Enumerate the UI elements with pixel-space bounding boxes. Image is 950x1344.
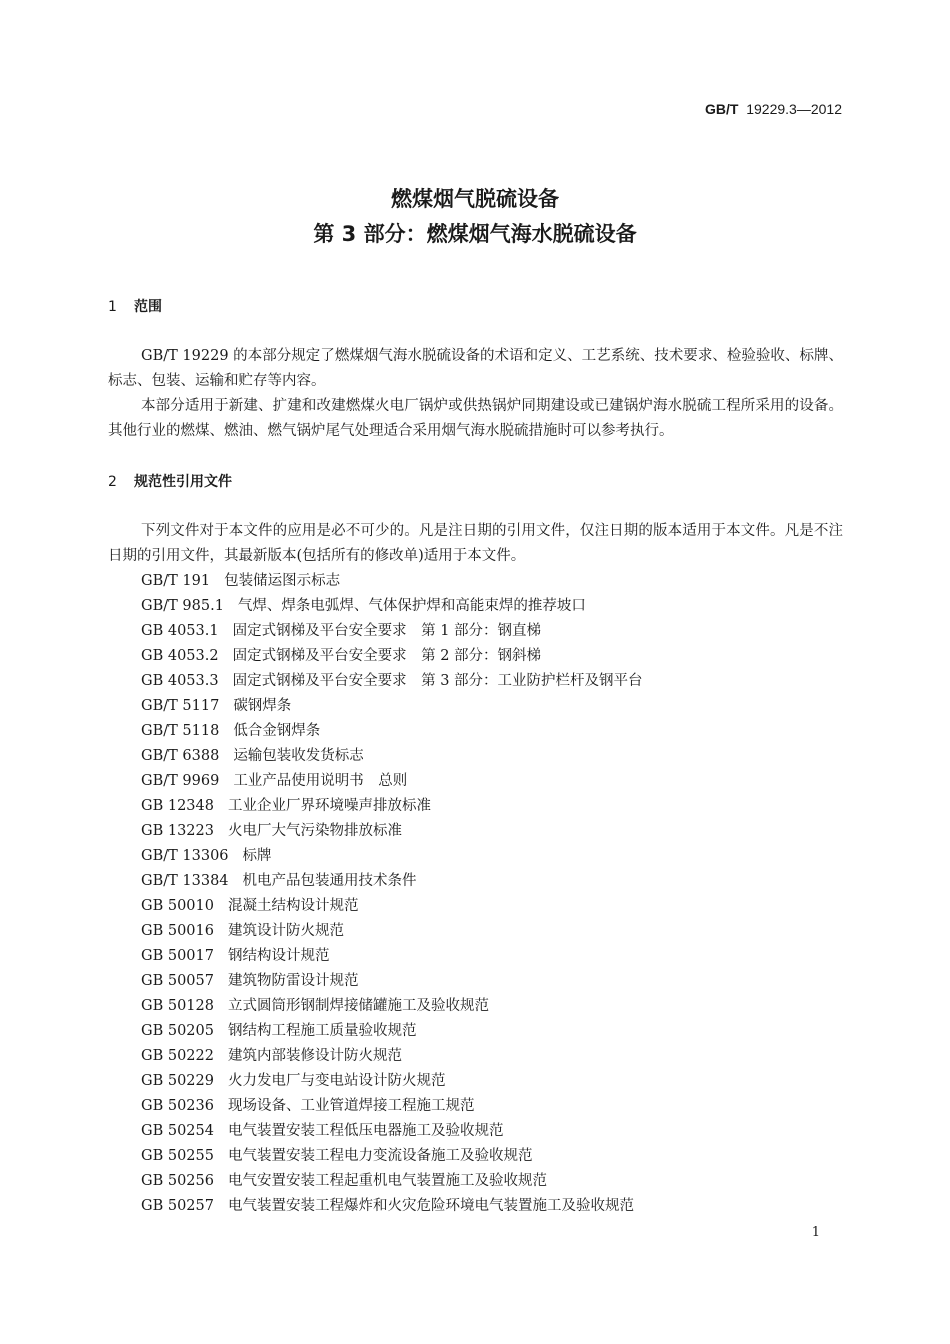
reference-code: GB/T 5117 <box>141 698 220 714</box>
standard-number-header <box>705 101 842 117</box>
reference-item <box>141 1069 643 1094</box>
reference-code: GB 50205 <box>141 1023 214 1039</box>
reference-title: 建筑设计防火规范 <box>227 923 344 939</box>
reference-code: GB 50010 <box>141 898 214 914</box>
reference-code: GB 50017 <box>141 948 214 964</box>
reference-code: GB/T 5118 <box>141 723 220 739</box>
reference-item <box>141 769 643 794</box>
reference-title: 固定式钢梯及平台安全要求 第 3 部分：工业防护栏杆及钢平台 <box>232 673 643 689</box>
reference-code: GB 12348 <box>141 798 214 814</box>
reference-item <box>141 994 643 1019</box>
reference-title: 电气装置安装工程电力变流设备施工及验收规范 <box>227 1148 533 1164</box>
reference-item <box>141 694 643 719</box>
reference-item <box>141 644 643 669</box>
standard-prefix: GB/T <box>705 101 739 117</box>
reference-item <box>141 1044 643 1069</box>
reference-title: 电气安置安装工程起重机电气装置施工及验收规范 <box>227 1173 547 1189</box>
reference-title: 工业产品使用说明书 总则 <box>233 773 408 789</box>
reference-code: GB 4053.3 <box>141 673 219 689</box>
reference-code: GB 4053.2 <box>141 648 219 664</box>
standard-number: 19229.3—2012 <box>746 101 842 117</box>
reference-item <box>141 1019 643 1044</box>
reference-code: GB 50256 <box>141 1173 214 1189</box>
reference-title: 混凝土结构设计规范 <box>227 898 359 914</box>
reference-title: 建筑内部装修设计防火规范 <box>227 1048 402 1064</box>
reference-title: 标牌 <box>242 848 272 864</box>
reference-title: 火电厂大气污染物排放标准 <box>227 823 402 839</box>
document-subtitle: 第 3 部分：燃煤烟气海水脱硫设备 <box>313 222 637 246</box>
reference-item <box>141 744 643 769</box>
reference-list <box>141 569 643 1219</box>
reference-title: 电气装置安装工程低压电器施工及验收规范 <box>227 1123 504 1139</box>
reference-code: GB 50128 <box>141 998 214 1014</box>
reference-item <box>141 869 643 894</box>
reference-item <box>141 794 643 819</box>
reference-item <box>141 619 643 644</box>
section-number: 1 <box>108 299 117 315</box>
reference-item <box>141 1094 643 1119</box>
reference-title: 运输包装收发货标志 <box>233 748 364 764</box>
reference-title: 建筑物防雷设计规范 <box>227 973 359 989</box>
reference-item <box>141 819 643 844</box>
reference-title: 低合金钢焊条 <box>233 723 321 739</box>
reference-title: 火力发电厂与变电站设计防火规范 <box>227 1073 446 1089</box>
reference-code: GB/T 191 <box>141 573 211 589</box>
reference-code: GB 50222 <box>141 1048 214 1064</box>
reference-title: 包装储运图示标志 <box>224 573 341 589</box>
reference-item <box>141 719 643 744</box>
reference-title: 碳钢焊条 <box>233 698 292 714</box>
reference-code: GB 50016 <box>141 923 214 939</box>
scope-paragraph: 本部分适用于新建、扩建和改建燃煤火电厂锅炉或供热锅炉同期建设或已建锅炉海水脱硫工程所采用的设备。其他行业的燃煤、燃油、燃气锅炉尾气处理适合采用烟气海水脱硫措施时可以参考执行。 <box>108 398 843 439</box>
reference-code: GB 50254 <box>141 1123 214 1139</box>
reference-item <box>141 969 643 994</box>
section-title: 规范性引用文件 <box>134 474 232 490</box>
document-title: 燃煤烟气脱硫设备 <box>391 187 559 211</box>
reference-item <box>141 669 643 694</box>
section-number: 2 <box>108 474 117 490</box>
reference-code: GB/T 985.1 <box>141 598 224 614</box>
reference-code: GB/T 13384 <box>141 873 229 889</box>
reference-title: 工业企业厂界环境噪声排放标准 <box>227 798 431 814</box>
reference-title: 立式圆筒形钢制焊接储罐施工及验收规范 <box>227 998 489 1014</box>
reference-item <box>141 844 643 869</box>
reference-code: GB 50255 <box>141 1148 214 1164</box>
reference-title: 气焊、焊条电弧焊、气体保护焊和高能束焊的推荐坡口 <box>237 598 586 614</box>
reference-title: 机电产品包装通用技术条件 <box>242 873 417 889</box>
reference-title: 电气装置安装工程爆炸和火灾危险环境电气装置施工及验收规范 <box>227 1198 634 1214</box>
reference-title: 固定式钢梯及平台安全要求 第 2 部分：钢斜梯 <box>232 648 542 664</box>
reference-item <box>141 1194 643 1219</box>
reference-item <box>141 1144 643 1169</box>
reference-code: GB/T 13306 <box>141 848 229 864</box>
reference-code: GB 50229 <box>141 1073 214 1089</box>
reference-title: 钢结构设计规范 <box>227 948 330 964</box>
reference-code: GB 50057 <box>141 973 214 989</box>
references-intro-paragraph: 下列文件对于本文件的应用是必不可少的。凡是注日期的引用文件，仅注日期的版本适用于本文件。凡是不注日期的引用文件，其最新版本(包括所有的修改单)适用于本文件。 <box>108 523 843 564</box>
scope-paragraph: GB/T 19229 的本部分规定了燃煤烟气海水脱硫设备的术语和定义、工艺系统、技术要求、检验验收、标牌、标志、包装、运输和贮存等内容。 <box>108 348 843 389</box>
section-heading-normative-references <box>108 471 232 491</box>
section-title: 范围 <box>134 299 162 315</box>
reference-title: 现场设备、工业管道焊接工程施工规范 <box>227 1098 475 1114</box>
reference-item <box>141 594 643 619</box>
reference-title: 固定式钢梯及平台安全要求 第 1 部分：钢直梯 <box>232 623 542 639</box>
reference-item <box>141 944 643 969</box>
reference-item <box>141 1119 643 1144</box>
reference-item <box>141 1169 643 1194</box>
reference-item <box>141 919 643 944</box>
reference-code: GB 13223 <box>141 823 214 839</box>
reference-code: GB 50257 <box>141 1198 214 1214</box>
reference-code: GB 50236 <box>141 1098 214 1114</box>
reference-title: 钢结构工程施工质量验收规范 <box>227 1023 417 1039</box>
reference-code: GB/T 9969 <box>141 773 220 789</box>
reference-code: GB 4053.1 <box>141 623 219 639</box>
reference-item <box>141 569 643 594</box>
page-number: 1 <box>811 1225 820 1240</box>
reference-item <box>141 894 643 919</box>
section-heading-scope <box>108 296 162 316</box>
reference-code: GB/T 6388 <box>141 748 220 764</box>
